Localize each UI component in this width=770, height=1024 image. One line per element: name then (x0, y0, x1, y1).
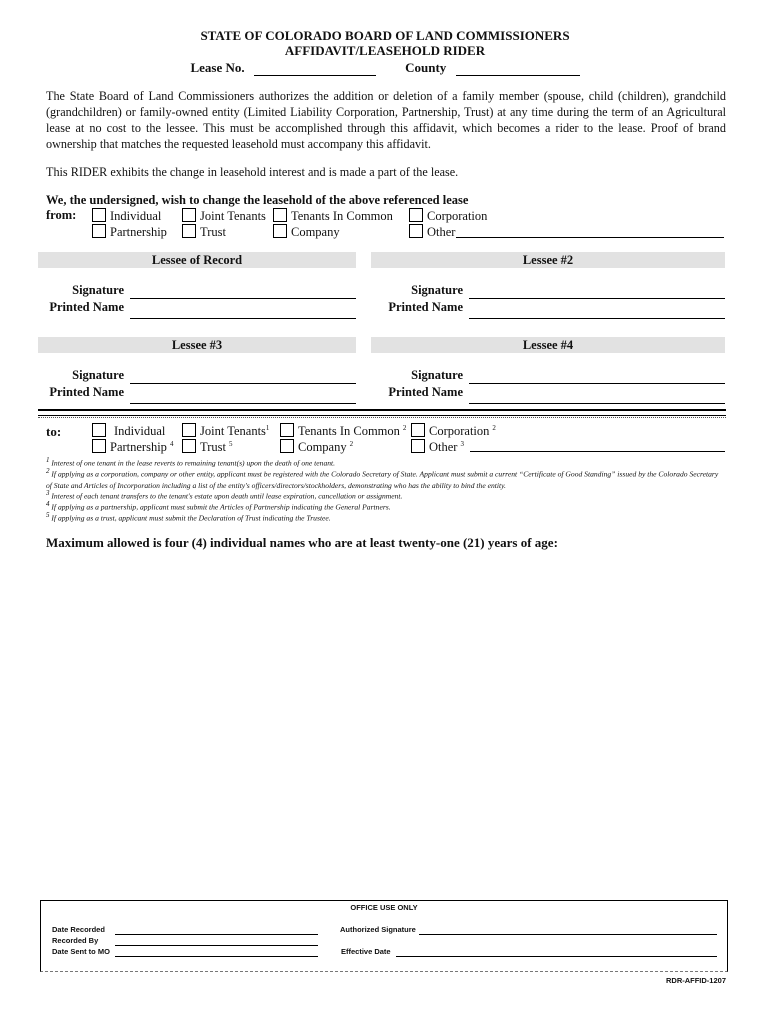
checkbox[interactable] (92, 439, 106, 453)
section-divider (38, 409, 726, 416)
from-tenants-in-common[interactable]: Tenants In Common (273, 208, 393, 224)
checkbox[interactable] (182, 439, 196, 453)
to-other[interactable]: Other $^3$ (411, 439, 464, 455)
checkbox[interactable] (182, 208, 196, 222)
lessee-1-signature[interactable] (130, 297, 356, 299)
title-line-2: AFFIDAVIT/LEASEHOLD RIDER (284, 43, 486, 58)
lease-no-field[interactable] (254, 62, 376, 76)
to-company[interactable]: Company $^2$ (280, 439, 353, 455)
lessee-3-header: Lessee #3 (38, 337, 356, 353)
from-label: from: (46, 208, 77, 222)
checkbox[interactable] (182, 224, 196, 238)
lessee-3-printed-name[interactable] (130, 402, 356, 404)
max-allowed-statement: Maximum allowed is four (4) individual names who are at least twenty-one (21) years of age: (46, 535, 558, 550)
county-label: County (405, 60, 447, 75)
to-joint-tenants[interactable]: Joint Tenants$^1$ (182, 423, 269, 439)
authorized-signature-field[interactable] (419, 934, 717, 935)
checkbox[interactable] (92, 208, 106, 222)
lessee-1-printed-name[interactable] (130, 317, 356, 319)
date-sent-label: Date Sent to MO (52, 947, 110, 956)
office-use-title: OFFICE USE ONLY (350, 903, 418, 912)
checkbox[interactable] (280, 423, 294, 437)
intro-paragraph: The State Board of Land Commissioners authorizes the addition or deletion of a family member (spouse, child (children), grandchild (grandchildren) or family-owned entity (Limited Liability Corporation, Partnership, Trust) at any time during the term of an Agricultural lease at no cost to the lessee. This must be accomplished through this affidavit, which becomes a rider to the lease. Proof of brand ownership that matches the requested leasehold must accompany this affidavit. (46, 89, 726, 151)
lessee-3-signature[interactable] (130, 382, 356, 384)
footnote-3: 3 Interest of each tenant transfers to the tenant's estate upon death until lease expiration, cancellation or assignment. (46, 489, 403, 501)
checkbox[interactable] (409, 208, 423, 222)
printed-name-label: Printed Name (49, 385, 124, 399)
section-divider-dotted (38, 417, 726, 418)
to-trust[interactable]: Trust $^5$ (182, 439, 232, 455)
lessee-2-header: Lessee #2 (371, 252, 725, 268)
county-field[interactable] (456, 62, 580, 76)
date-recorded-label: Date Recorded (52, 925, 105, 934)
from-partnership[interactable]: Partnership (92, 224, 167, 240)
checkbox[interactable] (92, 423, 106, 437)
effective-date-label: Effective Date (341, 947, 391, 956)
authorized-signature-label: Authorized Signature (340, 925, 416, 934)
printed-name-label: Printed Name (49, 300, 124, 314)
title-line-1: STATE OF COLORADO BOARD OF LAND COMMISSIONERS (200, 28, 570, 43)
lessee-4-signature[interactable] (469, 382, 725, 384)
lease-no-label: Lease No. (190, 60, 245, 75)
lessee-of-record-header: Lessee of Record (38, 252, 356, 268)
lessee-4-printed-name[interactable] (469, 402, 725, 404)
lessee-2-printed-name[interactable] (469, 317, 725, 319)
recorded-by-field[interactable] (115, 945, 318, 946)
signature-label: Signature (411, 283, 463, 297)
footnote-2: 2 If applying as a corporation, company or other entity, applicant must be registered with the Colorado Secretary of State. Applicant must submit a current “Certificate of Good Standing” issued by the Colorado Secretary of State and Articles of Incorporation including a list of the entity's officers/directors/stockholders, demonstrating who has the ability to bind the entity. (46, 467, 719, 490)
to-corporation[interactable]: Corporation $^2$ (411, 423, 496, 439)
checkbox[interactable] (92, 224, 106, 238)
footnote-1: 1 Interest of one tenant in the lease reverts to remaining tenant(s) upon the death of one tenant. (46, 456, 336, 468)
footnote-5: 5 If applying as a trust, applicant must submit the Declaration of Trust indicating the Trustee. (46, 511, 331, 523)
effective-date-field[interactable] (396, 956, 717, 957)
to-tenants-in-common[interactable]: Tenants In Common $^2$ (280, 423, 406, 439)
to-label: to: (46, 424, 62, 439)
printed-name-label: Printed Name (388, 385, 463, 399)
from-corporation[interactable]: Corporation (409, 208, 487, 224)
checkbox[interactable] (280, 439, 294, 453)
from-joint-tenants[interactable]: Joint Tenants (182, 208, 266, 224)
form-code: RDR-AFFID-1207 (665, 976, 726, 985)
to-partnership[interactable]: Partnership $^4$ (92, 439, 173, 455)
checkbox[interactable] (411, 423, 425, 437)
lease-county-row (0, 60, 770, 76)
from-trust[interactable]: Trust (182, 224, 226, 240)
rider-paragraph: This RIDER exhibits the change in leasehold interest and is made a part of the lease. (46, 165, 459, 179)
checkbox[interactable] (411, 439, 425, 453)
signature-label: Signature (72, 283, 124, 297)
we-statement: We, the undersigned, wish to change the leasehold of the above referenced lease (46, 193, 469, 207)
lessee-2-signature[interactable] (469, 297, 725, 299)
from-other[interactable]: Other (409, 224, 455, 240)
to-individual[interactable]: Individual (92, 423, 165, 439)
date-sent-field[interactable] (115, 956, 318, 957)
signature-label: Signature (72, 368, 124, 382)
to-other-field[interactable] (470, 450, 725, 452)
recorded-by-label: Recorded By (52, 936, 99, 945)
from-company[interactable]: Company (273, 224, 340, 240)
checkbox[interactable] (182, 423, 196, 437)
checkbox[interactable] (273, 208, 287, 222)
office-use-box (40, 900, 728, 972)
printed-name-label: Printed Name (388, 300, 463, 314)
from-individual[interactable]: Individual (92, 208, 161, 224)
signature-label: Signature (411, 368, 463, 382)
checkbox[interactable] (273, 224, 287, 238)
lessee-4-header: Lessee #4 (371, 337, 725, 353)
from-other-field[interactable] (456, 236, 724, 238)
form-title (0, 28, 770, 58)
footnote-4: 4 If applying as a partnership, applicant must submit the Articles of Partnership indicating the General Partners. (46, 500, 391, 512)
date-recorded-field[interactable] (115, 934, 318, 935)
checkbox[interactable] (409, 224, 423, 238)
